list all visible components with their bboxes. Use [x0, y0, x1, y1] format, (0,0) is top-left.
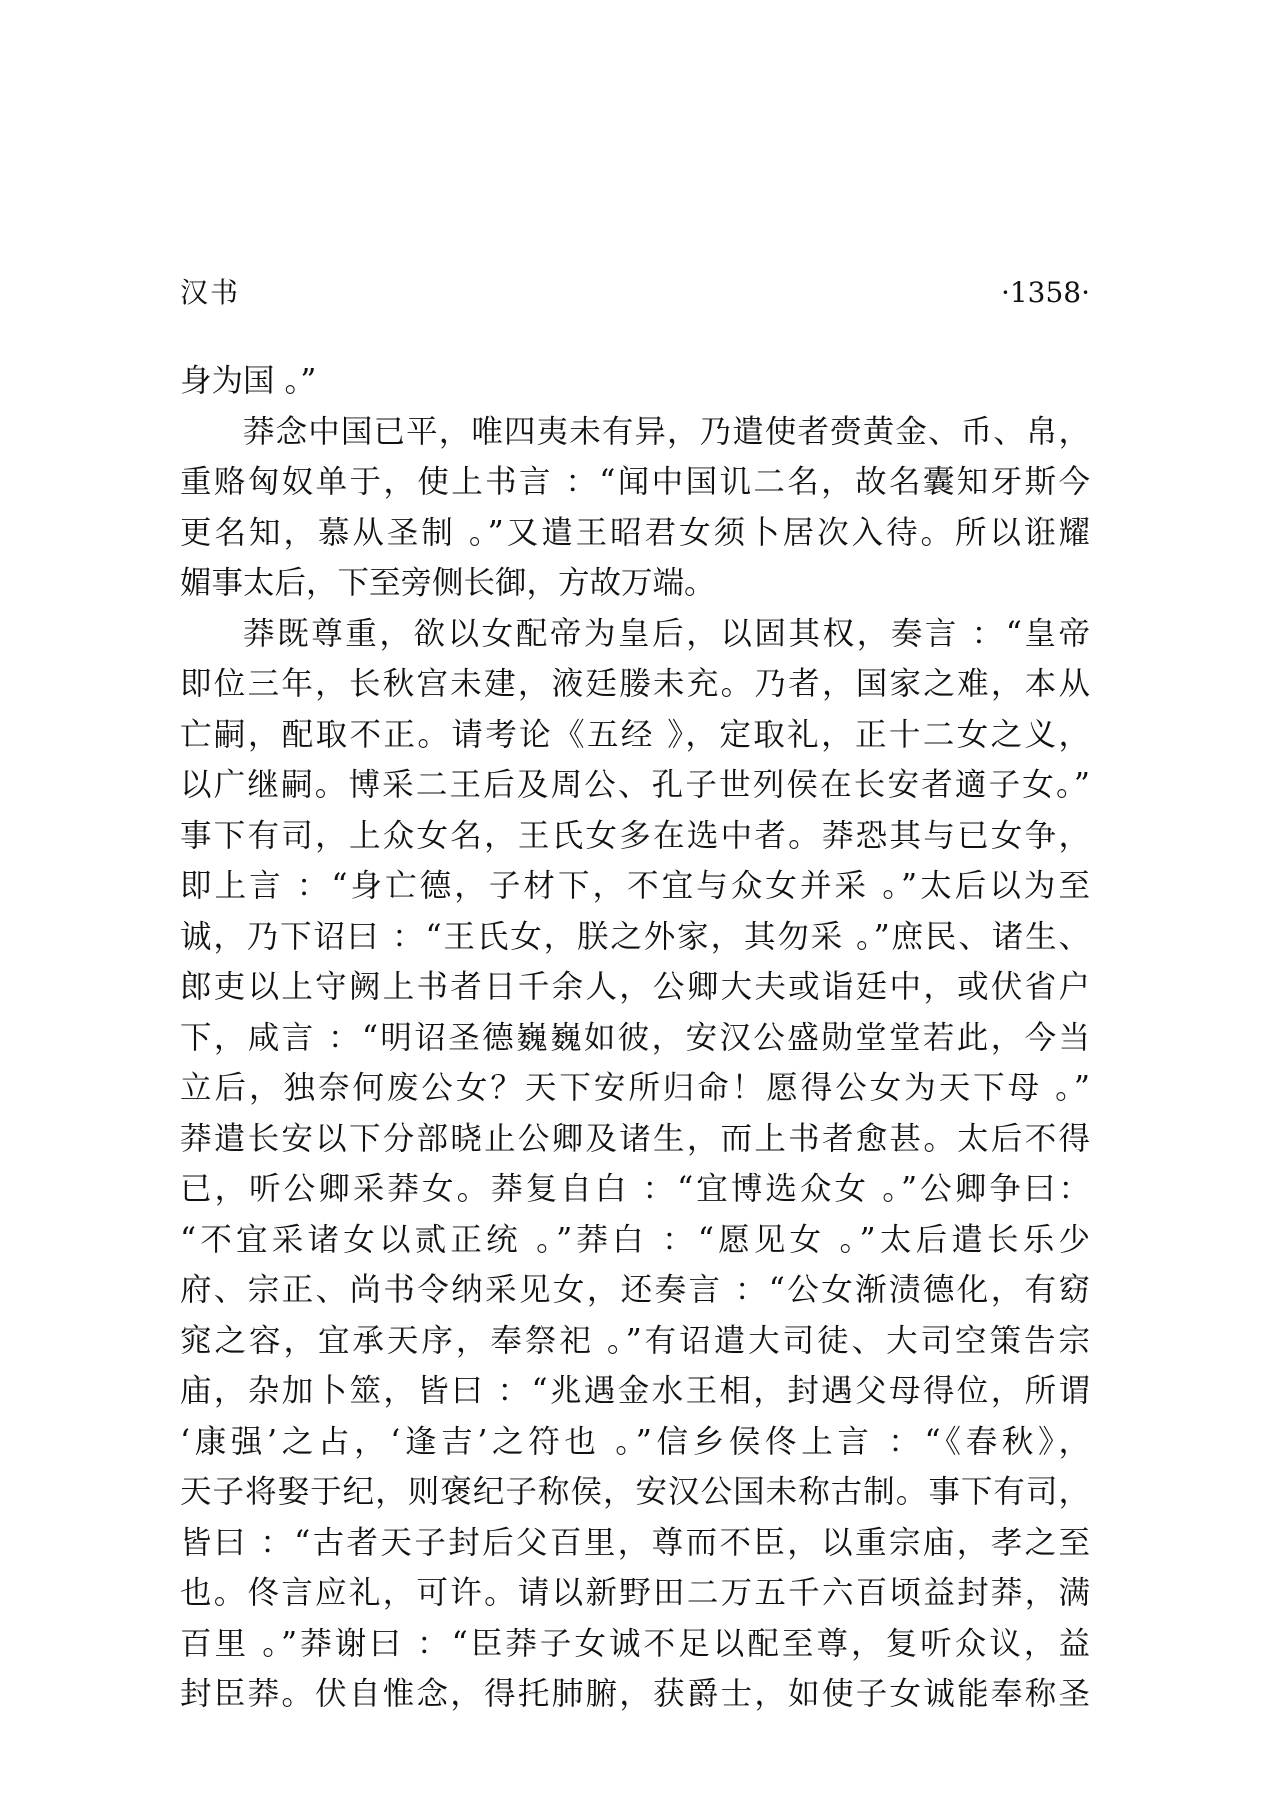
text-line: 皆曰 ：“古者天子封后父百里，尊而不臣，以重宗庙，孝之至: [180, 1524, 1090, 1561]
text-line: 更名知，慕从圣制 。”又遣王昭君女须卜居次入待。所以诳耀: [180, 514, 1090, 551]
text-line: 立后，独奈何废公女？天下安所归命！愿得公女为天下母 。”: [180, 1070, 1090, 1106]
text-line: 以广继嗣。博采二王后及周公、孔子世列侯在长安者適子女。”: [180, 767, 1090, 803]
text-line: 媚事太后，下至旁侧长御，方故万端。: [180, 565, 716, 601]
text-line: 莽遣长安以下分部晓止公卿及诸生，而上书者愈甚。太后不得: [180, 1120, 1090, 1157]
text-line: 封臣莽。伏自惟念，得托肺腑，获爵士，如使子女诚能奉称圣: [180, 1676, 1090, 1712]
text-line: ‘康强’之占，‘逢吉’之符也 。”信乡侯佟上言 ：“《春秋》，: [180, 1423, 1090, 1460]
text-line: 百里 。”莽谢曰 ：“臣莽子女诚不足以配至尊，复听众议，益: [180, 1625, 1090, 1662]
running-header: [180, 273, 1090, 313]
text-line: 重赂匈奴单于，使上书言 ：“闻中国讥二名，故名囊知牙斯今: [180, 464, 1090, 500]
text-line: “不宜采诸女以贰正统 。”莽白 ：“愿见女 。”太后遣长乐少: [180, 1221, 1090, 1258]
text-line: 即位三年，长秋宫未建，液廷媵未充。乃者，国家之难，本从: [180, 666, 1090, 702]
text-line: 莽既尊重，欲以女配帝为皇后，以固其权，奏言 ：“皇帝: [243, 615, 1090, 652]
text-line: 事下有司，上众女名，王氏女多在选中者。莽恐其与已女争，: [180, 817, 1090, 854]
text-line: 下，咸言 ：“明诏圣德巍巍如彼，安汉公盛勋堂堂若此，今当: [180, 1019, 1090, 1056]
text-line: 莽念中国已平，唯四夷未有异，乃遣使者赍黄金、币、帛，: [243, 413, 1090, 450]
text-line: 府、宗正、尚书令纳采见女，还奏言 ：“公女渐渍德化，有窈: [180, 1272, 1090, 1308]
body-text: [180, 356, 1090, 1720]
text-line: 已，听公卿采莽女。莽复自白 ：“宜博选众女 。”公卿争曰：: [180, 1171, 1090, 1207]
book-title: 汉书: [180, 276, 241, 309]
text-line: 身为国 。”: [180, 363, 317, 399]
text-line: 即上言 ：“身亡德，子材下，不宜与众女并采 。”太后以为至: [180, 868, 1090, 904]
text-line: 天子将娶于纪，则褒纪子称侯，安汉公国未称古制。事下有司，: [180, 1474, 1090, 1510]
text-line: 诚，乃下诏曰 ：“王氏女，朕之外家，其勿采 。”庶民、诸生、: [180, 918, 1090, 955]
text-line: 郎吏以上守阙上书者日千余人，公卿大夫或诣廷中，或伏省户: [180, 969, 1090, 1005]
text-line: 庙，杂加卜筮，皆曰 ：“兆遇金水王相，封遇父母得位，所谓: [180, 1373, 1090, 1409]
page-number: ·1358·: [1000, 276, 1090, 309]
text-line: 亡嗣，配取不正。请考论《五经 》，定取礼，正十二女之义，: [180, 716, 1090, 753]
text-line: 也。佟言应礼，可许。请以新野田二万五千六百顷益封莽，满: [180, 1575, 1090, 1611]
text-line: 窕之容，宜承天序，奉祭祀 。”有诏遣大司徒、大司空策告宗: [180, 1322, 1090, 1359]
